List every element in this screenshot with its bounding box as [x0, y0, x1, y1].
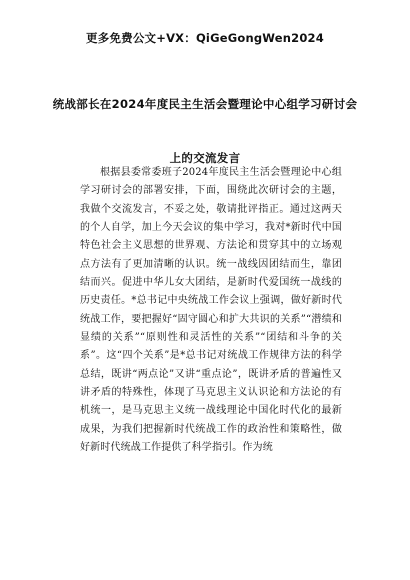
document-title-line-2: 上的交流发言: [169, 151, 241, 165]
document-title-line-1: 统战部长在2024年度民主生活会暨理论中心组学习研讨会: [52, 97, 358, 111]
promo-header: 更多免费公文+VX：QiGeGongWen2024: [86, 31, 324, 45]
body-paragraph: 根据县委常委班子2024年度民主生活会暨理论中心组学习研讨会的部署安排，下面，围绕此次研讨会的主题，我做个交流发言，不妥之处，敬请批评指正。通过这两天的个人自学，加上今天会议的集中学习，我对*新时代中国特色社会主义思想的世界观、方法论和贯穿其中的立场观点方法有了更加清晰的认识。统一战线因团结而生，靠团结而兴。促进中华儿女大团结，是新时代爱国统一战线的历史责任。*总书记中央统战工作会议上强调，做好新时代统战工作，要把握好“固守圆心和扩大共识的关系”“潜绩和显绩的关系”“原则性和灵活性的关系”“团结和斗争的关系”。这“四个关系”是*总书记对统战工作规律方法的科学总结，既讲“两点论”又讲“重点论”，既讲矛盾的普遍性又讲矛盾的特殊性，体现了马克思主义认识论和方法论的有机统一，是马克思主义统一战线理论中国化时代化的最新成果，为我们把握新时代统战工作的政治性和策略性，做好新时代统战工作提供了科学指引。作为统: [80, 167, 342, 454]
